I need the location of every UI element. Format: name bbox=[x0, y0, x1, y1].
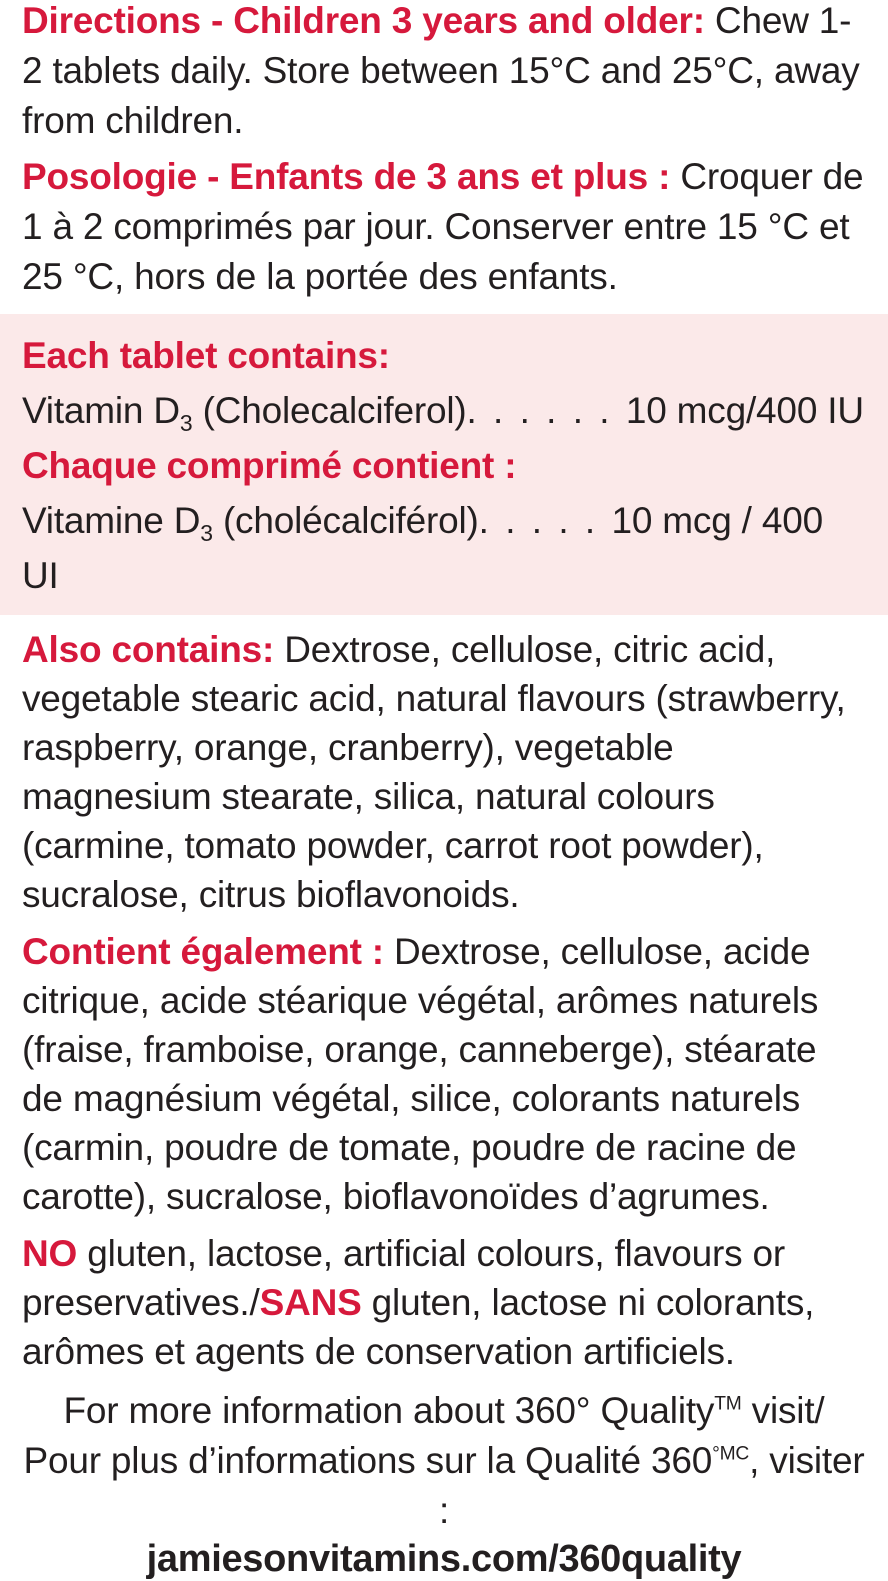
footer-english-line bbox=[22, 1386, 866, 1436]
directions-english-body: Chew 1-2 tablets daily. Store between 15°C and 25°C, away from children. bbox=[22, 0, 860, 141]
nutrient-subscript-english: 3 bbox=[179, 410, 193, 436]
nutrient-amount-french: 10 mcg / 400 UI bbox=[22, 500, 823, 596]
website-link[interactable]: jamiesonvitamins.com/360quality bbox=[146, 1538, 742, 1580]
free-from-line bbox=[22, 1229, 866, 1376]
also-contains-english bbox=[22, 625, 866, 919]
leader-dots-english: . . . . . . bbox=[466, 390, 626, 431]
nutrient-name-english-pre: Vitamin D bbox=[22, 390, 180, 431]
directions-french bbox=[22, 152, 866, 302]
supplement-facts-english-row bbox=[22, 383, 866, 438]
supplement-facts-english-heading: Each tablet contains: bbox=[22, 335, 390, 376]
trademark-symbol: TM bbox=[714, 1393, 742, 1415]
free-from-french-heading: SANS bbox=[259, 1282, 362, 1323]
supplement-facts-english-heading-row bbox=[22, 328, 866, 383]
supplement-facts-french-heading: Chaque comprimé contient : bbox=[22, 445, 517, 486]
supplement-facts-french-row bbox=[22, 493, 866, 603]
nutrient-name-french-pre: Vitamine D bbox=[22, 500, 201, 541]
supplement-facts-panel bbox=[0, 314, 888, 615]
also-contains-english-body: Dextrose, cellulose, citric acid, vegetable stearic acid, natural flavours (strawberry, raspberry, orange, cranberry), vegetable magnesium stearate, silica, natural colours (carmine, tomato powder, carrot root powder), sucralose, citrus bioflavonoids. bbox=[22, 629, 846, 915]
free-from-french-body: gluten, lactose ni colorants, arômes et agents de conservation artificiels. bbox=[22, 1282, 815, 1372]
nutrient-subscript-french: 3 bbox=[200, 520, 213, 546]
directions-section bbox=[22, 0, 866, 302]
free-from-section bbox=[22, 1229, 866, 1376]
footer-french-post: , visiter : bbox=[438, 1440, 865, 1531]
supplement-facts-french-heading-row bbox=[22, 438, 866, 493]
leader-dots-french: . . . . . bbox=[478, 500, 612, 541]
also-contains-french bbox=[22, 927, 866, 1221]
footer-french-pre: Pour plus d’informations sur la Qualité 360 bbox=[23, 1440, 713, 1481]
footer-english-pre: For more information about 360° Quality bbox=[63, 1390, 715, 1431]
footer-section bbox=[22, 1386, 866, 1581]
nutrient-name-english-post: (Cholecalciferol) bbox=[192, 390, 467, 431]
free-from-english-body: gluten, lactose, artificial colours, flavours or preservatives./ bbox=[22, 1233, 786, 1323]
also-contains-english-heading: Also contains: bbox=[22, 629, 275, 670]
also-contains-french-heading: Contient également : bbox=[22, 931, 384, 972]
directions-french-body: Croquer de 1 à 2 comprimés par jour. Conserver entre 15 °C et 25 °C, hors de la portée des enfants. bbox=[22, 156, 864, 297]
directions-french-heading: Posologie - Enfants de 3 ans et plus : bbox=[22, 156, 671, 197]
directions-english bbox=[22, 0, 866, 146]
also-contains-french-body: Dextrose, cellulose, acide citrique, acide stéarique végétal, arômes naturels (fraise, framboise, orange, canneberge), stéarate de magnésium végétal, silice, colorants naturels (carmin, poudre de tomate, poudre de racine de carotte), sucralose, bioflavonoïdes d’agrumes. bbox=[22, 931, 819, 1217]
directions-english-heading: Directions - Children 3 years and older: bbox=[22, 0, 705, 41]
also-contains-english-section bbox=[22, 625, 866, 919]
footer-french-line bbox=[22, 1436, 866, 1536]
trademark-symbol-french: °MC bbox=[712, 1443, 750, 1465]
footer-english-post: visit/ bbox=[741, 1390, 825, 1431]
nutrient-amount-english: 10 mcg/400 IU bbox=[625, 390, 864, 431]
free-from-english-heading: NO bbox=[22, 1233, 78, 1274]
nutrient-name-french-post: (cholécalciférol) bbox=[212, 500, 479, 541]
also-contains-french-section bbox=[22, 927, 866, 1221]
